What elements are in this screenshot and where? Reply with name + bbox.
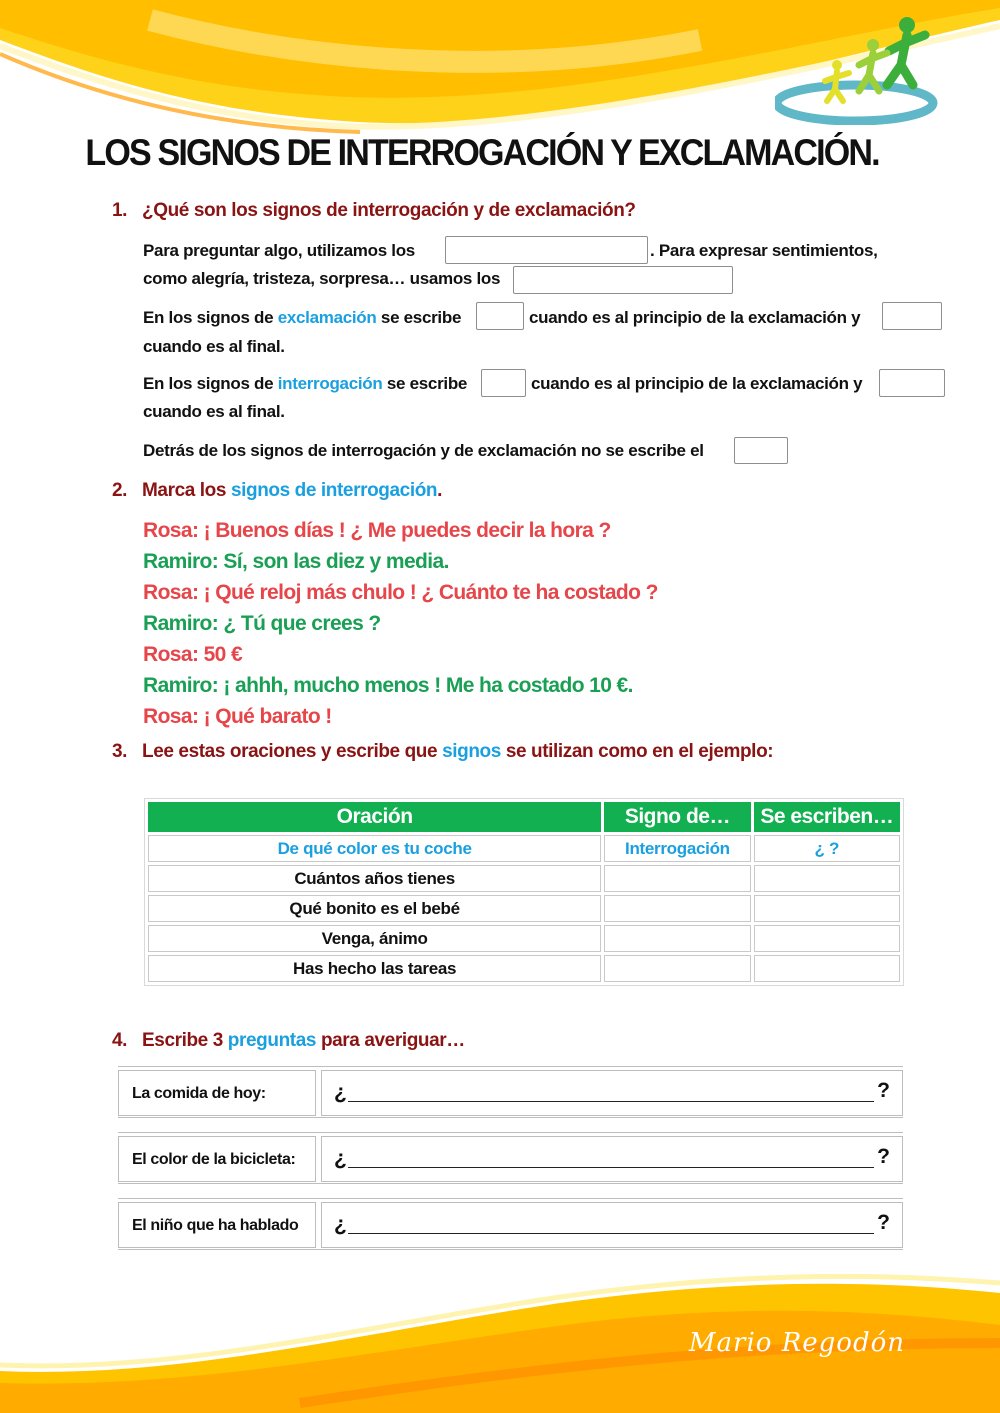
- q1-line-3d: cuando es al final.: [143, 402, 285, 421]
- q1-line-2d: cuando es al final.: [143, 337, 285, 356]
- marks-input-cell[interactable]: [754, 865, 900, 892]
- q1-line-1b: . Para expresar sentimientos,: [650, 241, 878, 260]
- table-row: [148, 865, 900, 892]
- q1-line-3c: cuando es al principio de la exclamación y: [531, 374, 863, 393]
- q1-line-3: En los signos de interrogación se escribe: [143, 374, 468, 393]
- q1-blank-interr-close[interactable]: [879, 369, 945, 397]
- q1-line-2c: cuando es al principio de la exclamación y: [529, 308, 861, 327]
- table-row: [148, 895, 900, 922]
- marks-input-cell[interactable]: [754, 925, 900, 952]
- q1-blank-excl-open[interactable]: [476, 302, 524, 330]
- sentence-cell: Qué bonito es el bebé: [148, 895, 601, 922]
- example-sign: Interrogación: [604, 835, 750, 862]
- question-label: La comida de hoy:: [118, 1070, 316, 1116]
- example-sentence: De qué color es tu coche: [148, 835, 601, 862]
- page-title: LOS SIGNOS DE INTERROGACIÓN Y EXCLAMACIÓN.: [85, 132, 879, 173]
- q3-heading: 3. Lee estas oraciones y escribe que signos se utilizan como en el ejemplo:: [112, 741, 774, 762]
- q1-line-4: Detrás de los signos de interrogación y de exclamación no se escribe el: [143, 441, 704, 460]
- dialogue-line[interactable]: Rosa: ¡ Qué barato !: [143, 705, 332, 728]
- sign-input-cell[interactable]: [604, 925, 750, 952]
- dialogue-line[interactable]: Ramiro: ¿ Tú que crees ?: [143, 612, 381, 635]
- example-marks: ¿ ?: [754, 835, 900, 862]
- sentence-cell: Has hecho las tareas: [148, 955, 601, 982]
- sign-input-cell[interactable]: [604, 865, 750, 892]
- question-answer-field[interactable]: [321, 1202, 903, 1248]
- question-row-3: [118, 1202, 903, 1252]
- author-signature: Mario Regodón: [688, 1328, 905, 1358]
- signs-table: [144, 798, 904, 986]
- q1-blank-interr-open[interactable]: [481, 369, 526, 397]
- table-row-example: [148, 835, 900, 862]
- dialogue-line[interactable]: Rosa: ¡ Qué reloj más chulo ! ¿ Cuánto te ha costado ?: [143, 581, 658, 604]
- q1-line-1a: Para preguntar algo, utilizamos los: [143, 241, 415, 260]
- q4-heading: 4. Escribe 3 preguntas para averiguar…: [112, 1030, 465, 1051]
- q1-line-2: En los signos de exclamación se escribe: [143, 308, 462, 327]
- sentence-cell: Venga, ánimo: [148, 925, 601, 952]
- question-label: El color de la bicicleta:: [118, 1136, 316, 1182]
- dialogue-line[interactable]: Rosa: ¡ Buenos días ! ¿ Me puedes decir la hora ?: [143, 519, 611, 542]
- question-label: El niño que ha hablado: [118, 1202, 316, 1248]
- sign-input-cell[interactable]: [604, 955, 750, 982]
- open-question-mark: ¿: [334, 1147, 347, 1170]
- close-question-mark: ?: [877, 1079, 890, 1102]
- close-question-mark: ?: [877, 1211, 890, 1234]
- q1-blank-exclamation[interactable]: [513, 266, 733, 294]
- q1-line-1c: como alegría, tristeza, sorpresa… usamos los: [143, 269, 501, 288]
- dialogue-line[interactable]: Ramiro: ¡ ahhh, mucho menos ! Me ha costado 10 €.: [143, 674, 633, 697]
- question-row-1: [118, 1070, 903, 1120]
- question-answer-field[interactable]: [321, 1070, 903, 1116]
- table-row: [148, 955, 900, 982]
- close-question-mark: ?: [877, 1145, 890, 1168]
- kids-logo: [775, 15, 950, 125]
- sentence-cell: Cuántos años tienes: [148, 865, 601, 892]
- question-answer-field[interactable]: [321, 1136, 903, 1182]
- dialogue-line[interactable]: Ramiro: Sí, son las diez y media.: [143, 550, 449, 573]
- sign-input-cell[interactable]: [604, 895, 750, 922]
- q1-heading: 1. ¿Qué son los signos de interrogación y de exclamación?: [112, 200, 636, 221]
- dialogue-line[interactable]: Rosa: 50 €: [143, 643, 243, 666]
- col-header-escriben: Se escriben…: [754, 802, 900, 832]
- col-header-oracion: Oración: [148, 802, 601, 832]
- q1-blank-excl-close[interactable]: [882, 302, 942, 330]
- question-row-2: [118, 1136, 903, 1186]
- table-row: [148, 925, 900, 952]
- marks-input-cell[interactable]: [754, 895, 900, 922]
- q1-blank-after[interactable]: [734, 437, 788, 464]
- col-header-signo: Signo de…: [604, 802, 750, 832]
- marks-input-cell[interactable]: [754, 955, 900, 982]
- open-question-mark: ¿: [334, 1081, 347, 1104]
- q2-heading: 2. Marca los signos de interrogación.: [112, 480, 443, 501]
- q1-blank-interrogation[interactable]: [445, 236, 648, 264]
- open-question-mark: ¿: [334, 1213, 347, 1236]
